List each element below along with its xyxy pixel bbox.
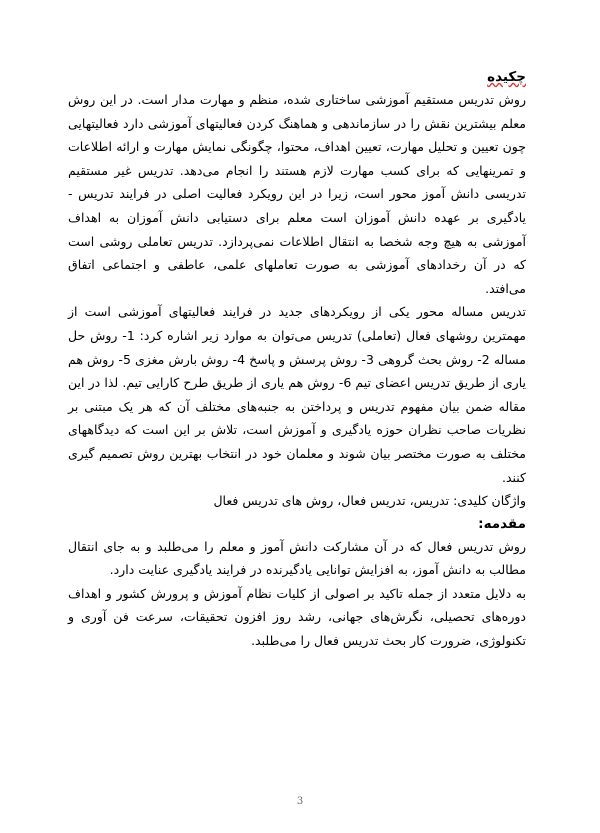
introduction-paragraph: روش تدریس فعال که در آن مشارکت دانش آموز و معلم را می‌طلبد و به جای انتقال مطالب به دانش آموز، به افزایش توانایی یادگیرنده در فرایند یادگیری عنایت دارد. — [68, 538, 526, 578]
introduction-paragraph: به دلایل متعدد از جمله تاکید بر اصولی از کلیات نظام آموزش و پرورش کشور و اهداف دوره‌های تحصیلی، نگرش‌های جهانی، رشد روز افزون تحقیقات، سرعت فن آوری و تکنولوژی، ضرورت کار بحث تدریس فعال را می‌طلبد. — [68, 585, 526, 649]
abstract-paragraph: روش تدریس مستقیم آموزشی ساختاری شده، منظم و مهارت مدار است. در این روش معلم بیشترین نقش را در سازماندهی و هماهنگ کردن فعالیتهای آموزشی دارد فعالیتهایی چون تعیین و تحلیل مهارت، تعیین اهداف، محتوا، چگونگی نمایش مهارت و ارائه اطلاعات و تمرینهایی که برای کسب مهارت لازم هستند را انجام می‌دهد. تدریس غیر مستقیم تدریسی دانش آموز محور است، زیرا در این رویکرد فعالیت اصلی در فرایند تدریس - یادگیری بر عهده دانش آموزان است معلم برای دستیابی دانش آموزان به اهداف آموزشی به هیچ وجه شخصا به انتقال اطلاعات نمی‌پردازد. تدریس تعاملی روشی است که در آن رخدادهای آموزشی به صورت تعاملهای علمی، عاطفی و اجتماعی اتفاق می‌افتد. — [68, 92, 526, 296]
keywords-line: واژگان کلیدی: تدریس، تدریس فعال، روش های تدریس فعال — [213, 493, 526, 509]
page-number: 3 — [296, 796, 304, 807]
introduction-heading: مقدمه: — [478, 515, 526, 532]
abstract-paragraph: تدریس مساله محور یکی از رویکردهای جدید در فرایند فعالیتهای آموزشی است از مهمترین روشهای فعال (تعاملی) تدریس می‌توان به موارد زیر اشاره کرد: 1- روش حل مساله 2- روش بحث گروهی 3- روش پرسش و پاسخ 4- روش بارش مغزی 5- روش هم یاری از طریق تدریس اعضای تیم 6- روش هم یاری از طریق طرح کارایی تیم. لذا در این مقاله ضمن بیان مفهوم تدریس و پرداختن به جنبه‌های مختلف آن که هر یک مبتنی بر نظریات صاحب نظران حوزه یادگیری و آموزش است، تلاش بر این است که دیدگاههای مختلف به صورت مختصر بیان شوند و معلمان خود در انتخاب بهترین روش تصمیم گیری کنند. — [68, 304, 527, 485]
abstract-heading: چکیده — [487, 69, 526, 85]
page-content — [68, 66, 526, 653]
